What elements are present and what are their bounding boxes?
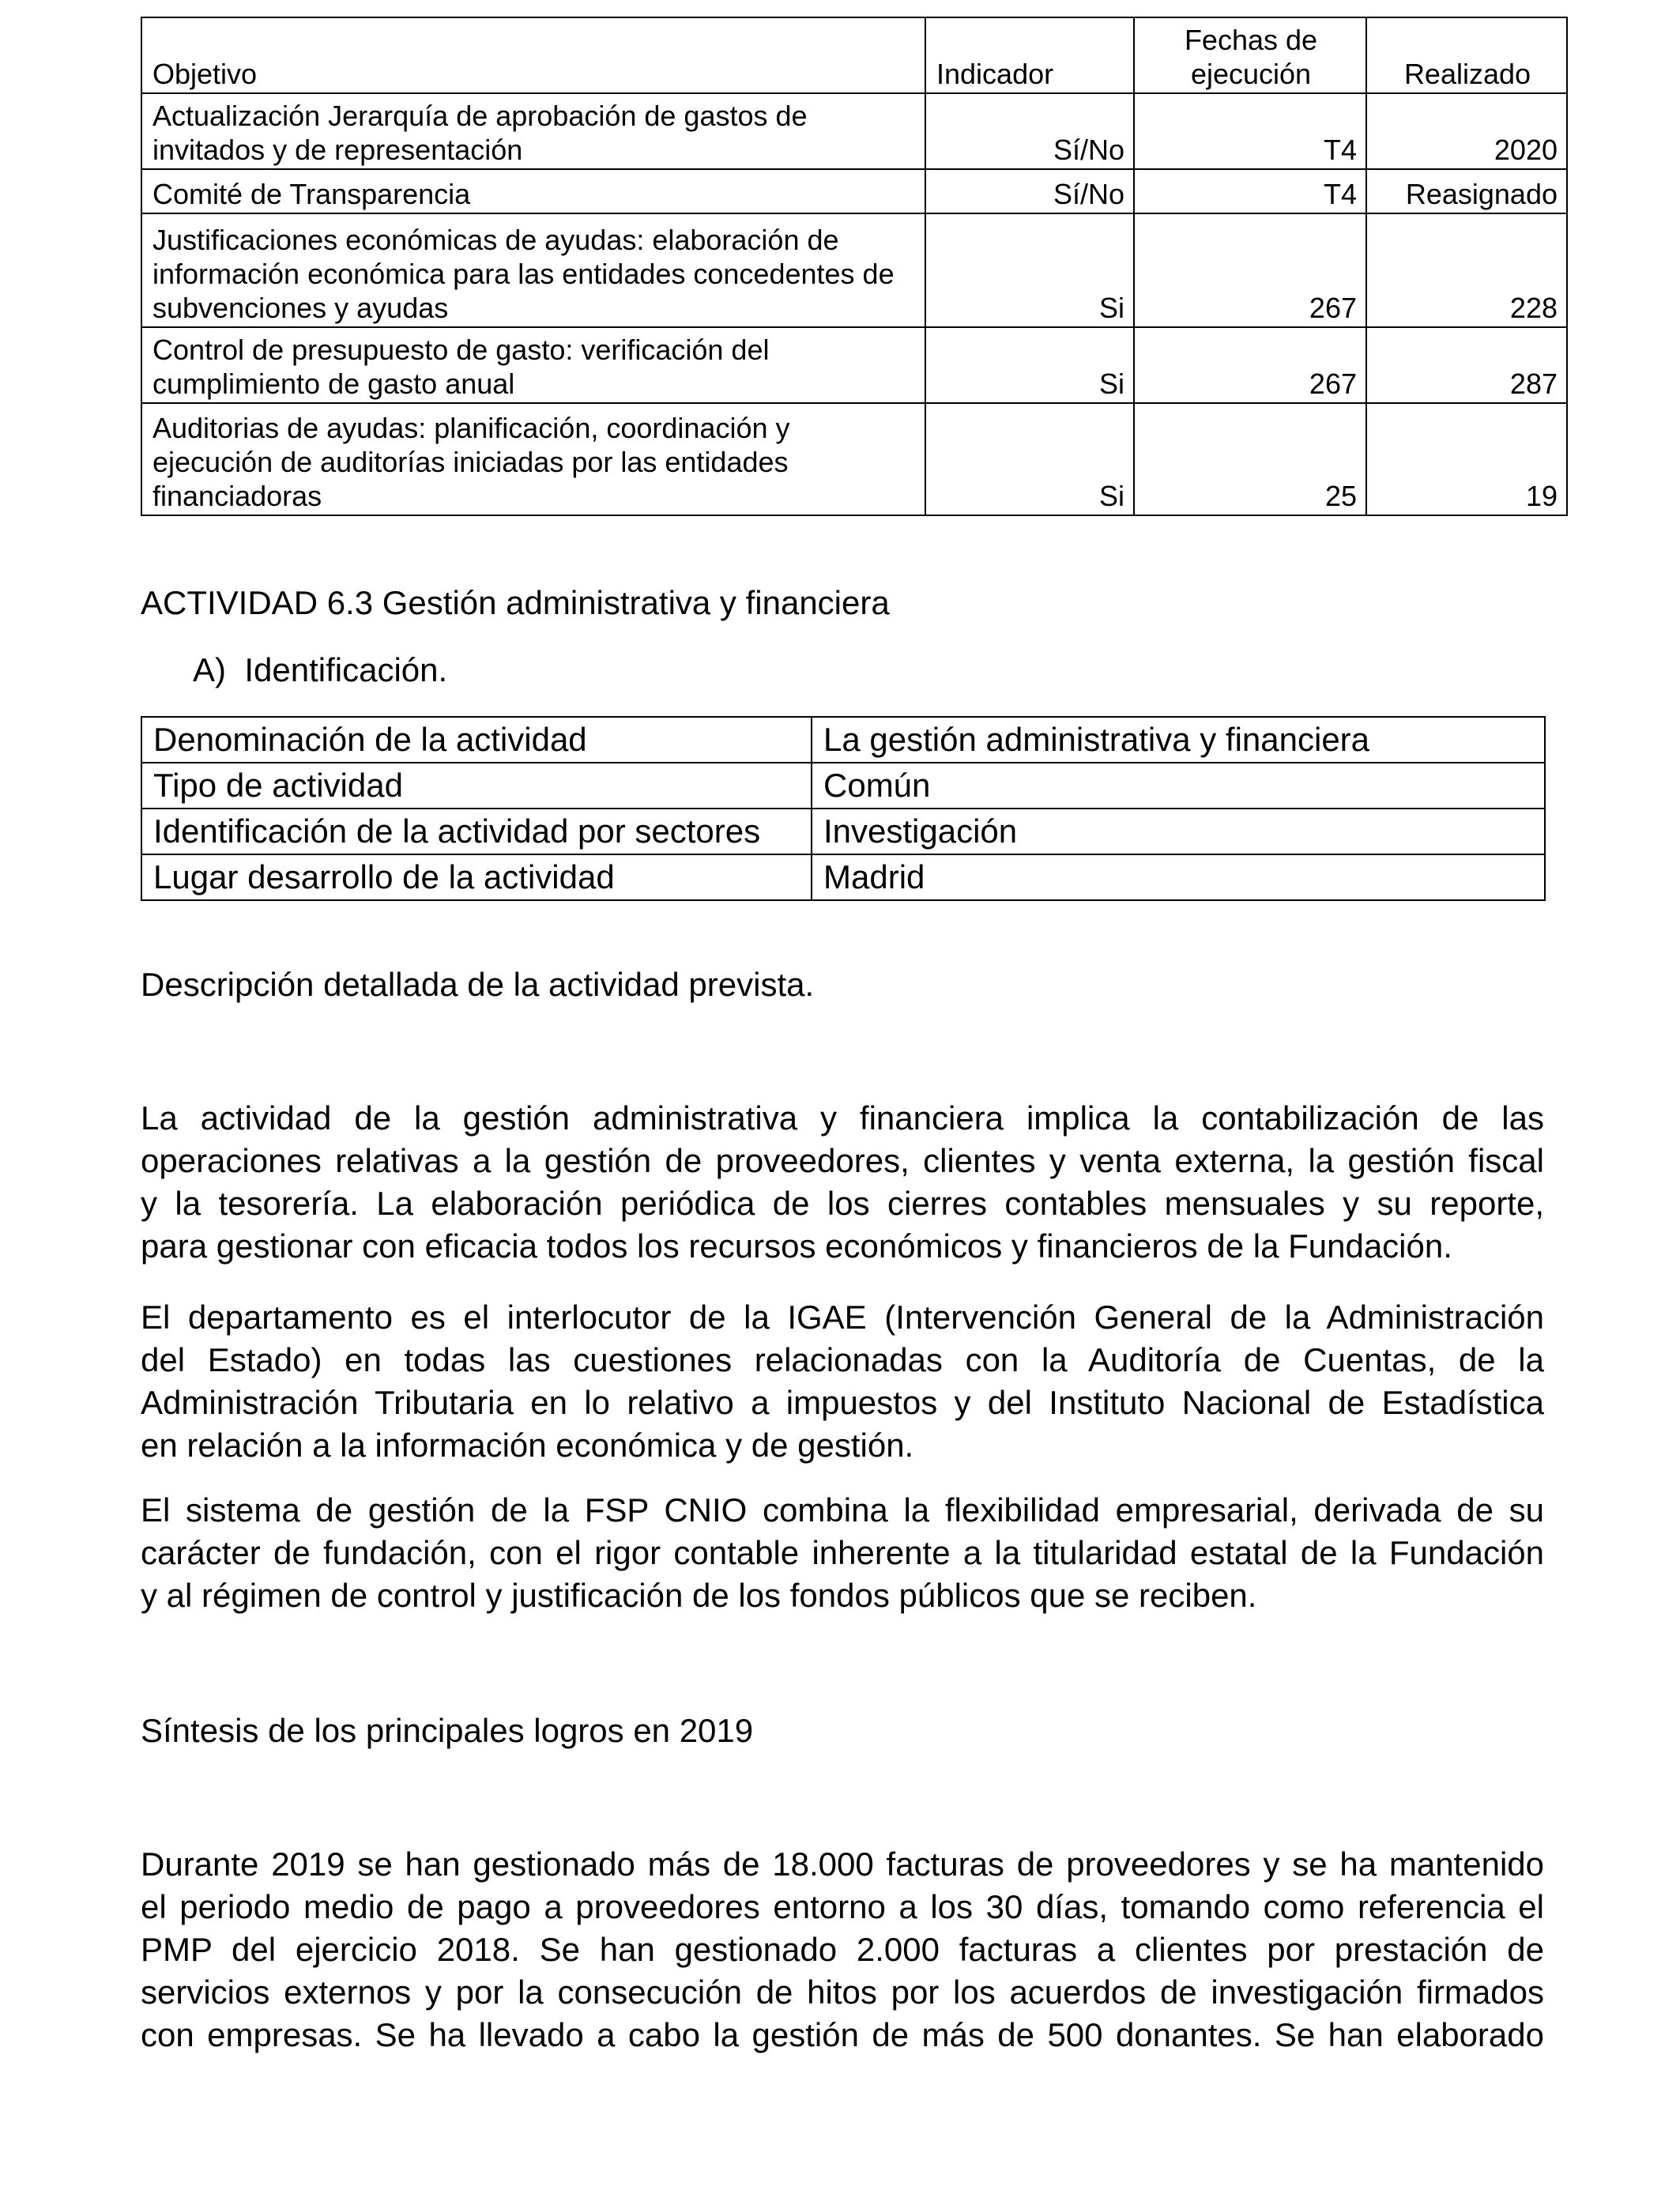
paragraph-1 xyxy=(141,1097,1544,1268)
table-row xyxy=(141,169,1567,213)
identification-table xyxy=(141,716,1546,901)
paragraph-line: La actividad de la gestión administrativa y financiera implica la contabilización de las xyxy=(141,1099,1544,1137)
cell-objetivo-line: cumplimiento de gasto anual xyxy=(153,368,515,400)
paragraph-line: El sistema de gestión de la FSP CNIO combina la flexibilidad empresarial, derivada de su xyxy=(141,1491,1544,1529)
cell-objetivo-line: información económica para las entidades concedentes de xyxy=(153,258,895,290)
identification-label: Tipo de actividad xyxy=(141,763,812,809)
table-row xyxy=(141,327,1567,403)
achievements-heading: Síntesis de los principales logros en 2019 xyxy=(141,1712,754,1749)
cell-fechas: 267 xyxy=(1134,213,1366,327)
cell-objetivo xyxy=(141,169,925,213)
cell-objetivo xyxy=(141,213,925,327)
cell-objetivo xyxy=(141,93,925,169)
cell-objetivo xyxy=(141,403,925,515)
identification-value: Madrid xyxy=(812,854,1545,900)
paragraph-line: servicios externos y por la consecución de hitos por los acuerdos de investigación firmados xyxy=(141,1973,1544,2011)
cell-indicador: Si xyxy=(925,403,1134,515)
objectives-table-header xyxy=(141,17,1567,93)
paragraph-line: y la tesorería. La elaboración periódica de los cierres contables mensuales y su reporte, xyxy=(141,1185,1544,1222)
cell-objetivo-line: subvenciones y ayudas xyxy=(153,292,449,324)
table-row xyxy=(141,854,1545,900)
table-row xyxy=(141,213,1567,327)
paragraph-line: carácter de fundación, con el rigor contable inherente a la titularidad estatal de la Fundación xyxy=(141,1534,1544,1571)
identification-value: Investigación xyxy=(812,809,1545,854)
paragraph-line: operaciones relativas a la gestión de proveedores, clientes y venta externa, la gestión fiscal xyxy=(141,1142,1544,1179)
cell-indicador: Sí/No xyxy=(925,169,1134,213)
table-row xyxy=(141,809,1545,854)
cell-objetivo-line: financiadoras xyxy=(153,480,322,512)
cell-objetivo xyxy=(141,327,925,403)
paragraph-3 xyxy=(141,1489,1544,1617)
cell-fechas: T4 xyxy=(1134,169,1366,213)
description-heading: Descripción detallada de la actividad prevista. xyxy=(141,966,815,1003)
paragraph-line: el periodo medio de pago a proveedores entorno a los 30 días, tomando como referencia el xyxy=(141,1888,1544,1925)
cell-objetivo-line: Auditorias de ayudas: planificación, coordinación y xyxy=(153,412,790,444)
cell-indicador: Si xyxy=(925,213,1134,327)
paragraph-line: para gestionar con eficacia todos los recursos económicos y financieros de la Fundación. xyxy=(141,1227,1452,1265)
cell-realizado: 2020 xyxy=(1366,93,1567,169)
header-fechas-line1: Fechas de xyxy=(1184,24,1318,56)
cell-objetivo-line: Control de presupuesto de gasto: verificación del xyxy=(153,334,770,366)
identification-value: Común xyxy=(812,763,1545,809)
header-indicador: Indicador xyxy=(925,17,1134,93)
cell-realizado: Reasignado xyxy=(1366,169,1567,213)
header-realizado: Realizado xyxy=(1366,17,1567,93)
paragraph-line: El departamento es el interlocutor de la IGAE (Intervención General de la Administración xyxy=(141,1299,1544,1336)
cell-objetivo-line: Justificaciones económicas de ayudas: elaboración de xyxy=(153,224,839,256)
cell-realizado: 19 xyxy=(1366,403,1567,515)
paragraph-line: con empresas. Se ha llevado a cabo la gestión de más de 500 donantes. Se han elaborado xyxy=(141,2016,1544,2053)
paragraph-line: PMP del ejercicio 2018. Se han gestionado 2.000 facturas a clientes por prestación de xyxy=(141,1931,1544,1968)
cell-indicador: Si xyxy=(925,327,1134,403)
paragraph-line: en relación a la información económica y de gestión. xyxy=(141,1427,914,1464)
header-objetivo: Objetivo xyxy=(141,17,925,93)
cell-fechas: T4 xyxy=(1134,93,1366,169)
paragraph-2 xyxy=(141,1296,1544,1467)
cell-objetivo-line: Comité de Transparencia xyxy=(153,178,471,210)
activity-heading: ACTIVIDAD 6.3 Gestión administrativa y financiera xyxy=(141,584,890,621)
paragraph-line: del Estado) en todas las cuestiones relacionadas con la Auditoría de Cuentas, de la xyxy=(141,1341,1544,1378)
header-fechas xyxy=(1134,17,1366,93)
table-row xyxy=(141,93,1567,169)
header-fechas-line2: ejecución xyxy=(1190,58,1312,90)
paragraph-line: Durante 2019 se han gestionado más de 18.000 facturas de proveedores y se ha mantenido xyxy=(141,1845,1544,1883)
objectives-table xyxy=(141,17,1568,516)
identification-label: Identificación de la actividad por sectores xyxy=(141,809,812,854)
cell-objetivo-line: invitados y de representación xyxy=(153,134,523,166)
cell-fechas: 267 xyxy=(1134,327,1366,403)
table-row xyxy=(141,717,1545,763)
cell-fechas: 25 xyxy=(1134,403,1366,515)
achievements-paragraph xyxy=(141,1843,1544,2056)
identification-label: Denominación de la actividad xyxy=(141,717,812,763)
paragraph-line: y al régimen de control y justificación de los fondos públicos que se reciben. xyxy=(141,1577,1257,1614)
table-row xyxy=(141,763,1545,809)
cell-realizado: 287 xyxy=(1366,327,1567,403)
cell-objetivo-line: ejecución de auditorías iniciadas por las entidades xyxy=(153,446,789,478)
cell-objetivo-line: Actualización Jerarquía de aprobación de gastos de xyxy=(153,100,808,132)
cell-realizado: 228 xyxy=(1366,213,1567,327)
identification-value: La gestión administrativa y financiera xyxy=(812,717,1545,763)
identification-label: Lugar desarrollo de la actividad xyxy=(141,854,812,900)
identification-heading: A) Identificación. xyxy=(193,651,448,688)
cell-indicador: Sí/No xyxy=(925,93,1134,169)
table-row xyxy=(141,403,1567,515)
paragraph-line: Administración Tributaria en lo relativo a impuestos y del Instituto Nacional de Estadística xyxy=(141,1384,1544,1421)
